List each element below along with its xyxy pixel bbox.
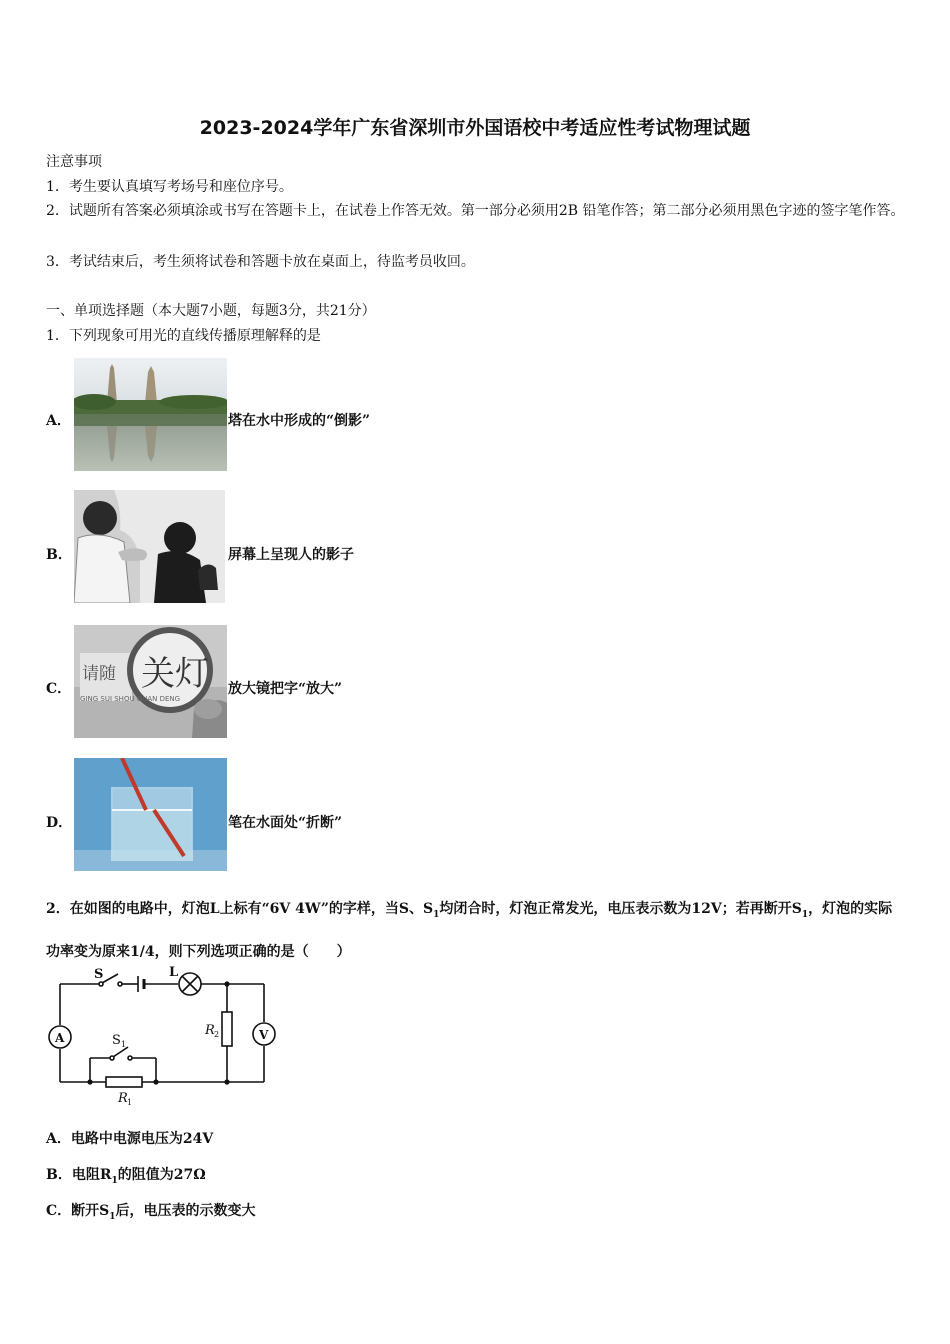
sign-pinyin: GING SUI SHOU GUAN DENG [80,695,181,703]
pencil-in-water-image [74,758,227,871]
q2-answer-b-pre: B．电阻R [46,1167,112,1183]
sign-text-left: 请随 [82,664,116,684]
option-d-text: 笔在水面处“折断” [228,815,343,831]
option-a-letter: A． [46,413,71,429]
label-r1: R [118,1091,128,1106]
page-title: 2023-2024学年广东省深圳市外国语校中考适应性考试物理试题 [199,117,751,139]
q2-answer-b-post: 的阻值为27Ω [117,1167,206,1183]
label-voltmeter-v: V [259,1028,269,1042]
hand-shadow-image [74,490,225,603]
pagoda-reflection-image [74,358,227,471]
label-switch-s: S [94,967,104,982]
q2-answer-b-sub: 1 [111,1175,118,1186]
section-heading: 一、单项选择题（本大题7小题，每题3分，共21分） [46,303,376,319]
question-1-stem: 1．下列现象可用光的直线传播原理解释的是 [46,328,321,344]
option-c-letter: C． [46,681,72,697]
q2-stem-part1: 2．在如图的电路中，灯泡L上标有“6V 4W”的字样，当S、S [46,901,434,917]
notice-item-2: 2．试题所有答案必须填涂或书写在答题卡上，在试卷上作答无效。第一部分必须用2B 铅笔作答；第二部分必须用黑色字迹的签字笔作答。 [46,203,905,219]
label-ammeter-a: A [55,1031,65,1045]
q2-stem-part2: 均闭合时，灯泡正常发光，电压表示数为12V；若再断开S [439,901,802,917]
option-d-letter: D． [46,815,73,831]
option-b-letter: B． [46,547,72,563]
notice-item-1: 1．考生要认真填写考场号和座位序号。 [46,179,293,195]
notice-heading: 注意事项 [46,154,102,170]
magnifier-image [74,625,227,738]
q2-answer-c-post: 后，电压表的示数变大 [115,1203,256,1219]
q2-stem-sub1: 1 [433,909,440,920]
q2-stem-part3: ，灯泡的实际功率变为原来1/4，则下列选项正确的是（ ） [46,901,893,960]
option-a-text: 塔在水中形成的“倒影” [228,413,371,429]
q2-answer-c-pre: C．断开S [46,1203,110,1219]
q2-answer-b [46,1164,206,1186]
option-c-text: 放大镜把字“放大” [228,681,343,697]
label-r2: R [205,1023,215,1038]
question-2-stem [46,891,906,971]
label-lamp-l: L [169,965,179,980]
q2-answer-c-sub: 1 [109,1211,116,1222]
label-switch-s1: S [112,1033,121,1048]
sign-text-magnified: 关灯 [141,654,209,694]
option-b-text: 屏幕上呈现人的影子 [228,547,354,563]
q2-stem-sub2: 1 [801,909,809,920]
label-switch-s1-sub: 1 [121,1040,127,1049]
notice-item-3: 3．考试结束后，考生须将试卷和答题卡放在桌面上，待监考员收回。 [46,254,475,270]
label-r1-sub: 1 [127,1098,133,1107]
q2-answer-c [46,1200,256,1222]
q2-answer-a: A．电路中电源电压为24V [46,1131,214,1147]
circuit-diagram [44,962,284,1110]
label-r2-sub: 2 [214,1030,220,1039]
